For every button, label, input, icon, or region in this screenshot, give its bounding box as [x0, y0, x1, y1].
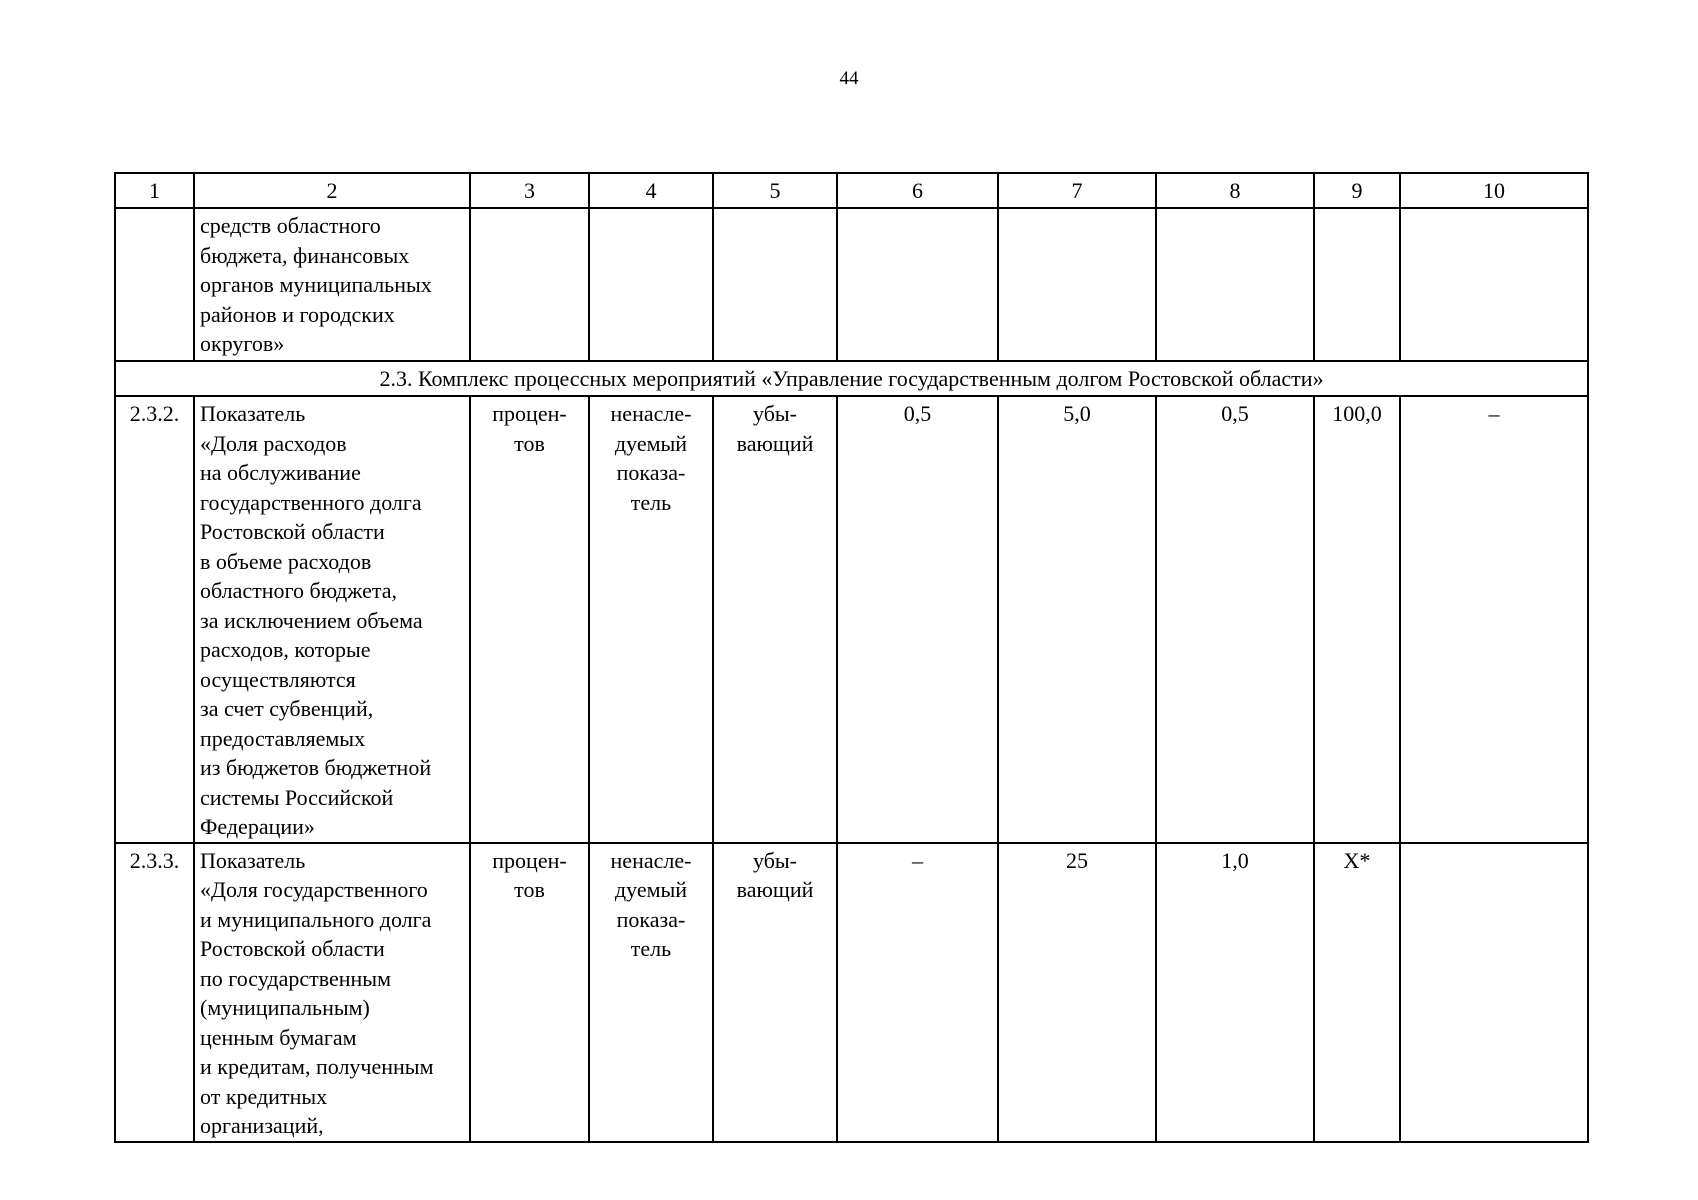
- header-cell: 7: [998, 173, 1156, 208]
- cell-number: [115, 208, 194, 361]
- cell-col9: [1314, 208, 1400, 361]
- table-header-row: [115, 173, 1588, 208]
- cell-type: [589, 208, 713, 361]
- table-row: [115, 843, 1588, 1142]
- cell-unit: процен- тов: [470, 843, 589, 1142]
- cell-col6: [837, 208, 998, 361]
- header-cell: 5: [713, 173, 837, 208]
- page-number: 44: [839, 68, 859, 89]
- header-cell: 10: [1400, 173, 1588, 208]
- cell-col7: [998, 208, 1156, 361]
- table-row: [115, 396, 1588, 843]
- cell-number: 2.3.2.: [115, 396, 194, 843]
- cell-col8: 1,0: [1156, 843, 1314, 1142]
- header-cell: 6: [837, 173, 998, 208]
- cell-unit: процен- тов: [470, 396, 589, 843]
- cell-name: средств областного бюджета, финансовых органов муниципальных районов и городских округов»: [194, 208, 470, 361]
- cell-type: ненасле- дуемый показа- тель: [589, 843, 713, 1142]
- table-row-continuation: [115, 208, 1588, 361]
- cell-direction: убы- вающий: [713, 843, 837, 1142]
- cell-name: Показатель «Доля расходов на обслуживание государственного долга Ростовской области в объеме расходов областного бюджета, за исключением объема расходов, которые осуществляются за счет субвенций, предоставляемых из бюджетов бюджетной системы Российской Федерации»: [194, 396, 470, 843]
- cell-col10: [1400, 208, 1588, 361]
- header-cell: 1: [115, 173, 194, 208]
- header-cell: 4: [589, 173, 713, 208]
- cell-col8: [1156, 208, 1314, 361]
- cell-col8: 0,5: [1156, 396, 1314, 843]
- cell-col7: 25: [998, 843, 1156, 1142]
- cell-col6: –: [837, 843, 998, 1142]
- section-row: [115, 361, 1588, 396]
- header-cell: 3: [470, 173, 589, 208]
- cell-number: 2.3.3.: [115, 843, 194, 1142]
- cell-col9: Х*: [1314, 843, 1400, 1142]
- section-title: 2.3. Комплекс процессных мероприятий «Управление государственным долгом Ростовской области»: [115, 361, 1588, 396]
- cell-col10: [1400, 843, 1588, 1142]
- cell-direction: убы- вающий: [713, 396, 837, 843]
- cell-type: ненасле- дуемый показа- тель: [589, 396, 713, 843]
- header-cell: 8: [1156, 173, 1314, 208]
- cell-col10: –: [1400, 396, 1588, 843]
- header-cell: 9: [1314, 173, 1400, 208]
- cell-direction: [713, 208, 837, 361]
- cell-name: Показатель «Доля государственного и муниципального долга Ростовской области по государственным (муниципальным) ценным бумагам и кредитам, полученным от кредитных организаций,: [194, 843, 470, 1142]
- cell-col9: 100,0: [1314, 396, 1400, 843]
- header-cell: 2: [194, 173, 470, 208]
- cell-unit: [470, 208, 589, 361]
- cell-col6: 0,5: [837, 396, 998, 843]
- cell-col7: 5,0: [998, 396, 1156, 843]
- indicator-table: [114, 172, 1589, 1143]
